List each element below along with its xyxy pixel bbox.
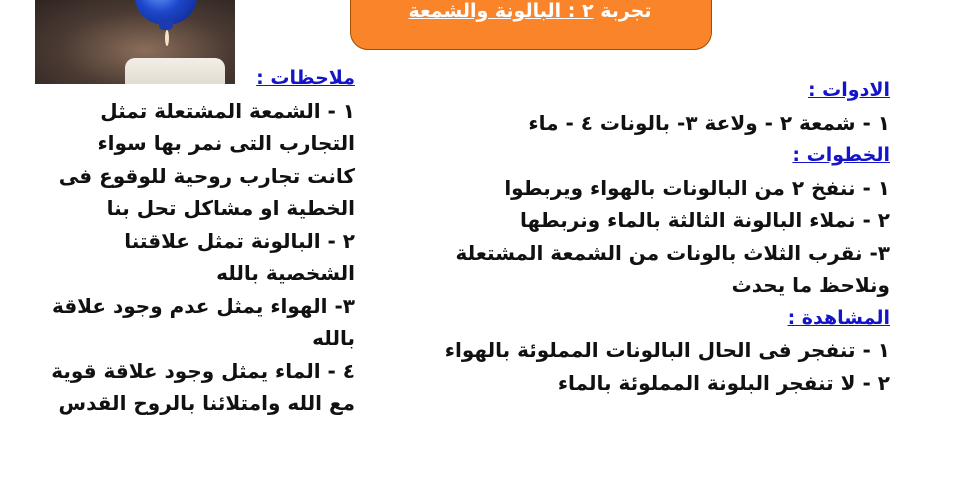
observation-heading: المشاهدة : — [787, 306, 890, 329]
banner-title-prefix: تجربة — [593, 0, 652, 22]
step-line: ٣- نقرب الثلاث بالونات من الشمعة المشتعلة — [455, 240, 890, 265]
balloon-knot — [159, 20, 173, 30]
notes-line: ٤ - الماء يمثل وجود علاقة قوية — [51, 358, 355, 383]
step-line: ٢ - نملاء البالونة الثالثة بالماء ونربطها — [520, 208, 890, 232]
notes-line: ٢ - البالونة تمثل علاقتنا — [124, 228, 355, 253]
banner-title-number: ٢ : البالونة والشمعة — [408, 0, 594, 22]
tools-text: ١ - شمعة ٢ - ولاعة ٣- بالونات ٤ - ماء — [528, 110, 890, 135]
observation-line: ٢ - لا تنفجر البلونة المملوئة بالماء — [557, 370, 890, 395]
notes-line: ٣- الهواء يمثل عدم وجود علاقة — [51, 293, 355, 318]
observation-line: ١ - تنفجر فى الحال البالونات المملوئة بالهواء — [444, 338, 890, 362]
banner-title — [350, 0, 710, 22]
notes-line: الشخصية بالله — [216, 261, 355, 285]
notes-column — [10, 62, 355, 420]
step-line: ونلاحظ ما يحدث — [731, 273, 890, 297]
steps-heading: الخطوات : — [792, 144, 890, 166]
notes-line: الخطية او مشاكل تحل بنا — [106, 196, 355, 220]
notes-line: ١ - الشمعة المشتعلة تمثل — [100, 98, 355, 123]
candle-flame — [165, 30, 169, 46]
notes-line: بالله — [312, 326, 355, 350]
procedure-column — [400, 74, 890, 399]
notes-heading: ملاحظات : — [256, 67, 355, 89]
notes-line: كانت تجارب روحية للوقوع فى — [58, 163, 355, 188]
tools-heading: الادوات : — [807, 79, 890, 101]
step-line: ١ - ننفخ ٢ من البالونات بالهواء ويربطوا — [504, 175, 890, 200]
notes-line: التجارب التى نمر بها سواء — [97, 131, 355, 155]
notes-line: مع الله وامتلائنا بالروح القدس — [58, 391, 355, 415]
